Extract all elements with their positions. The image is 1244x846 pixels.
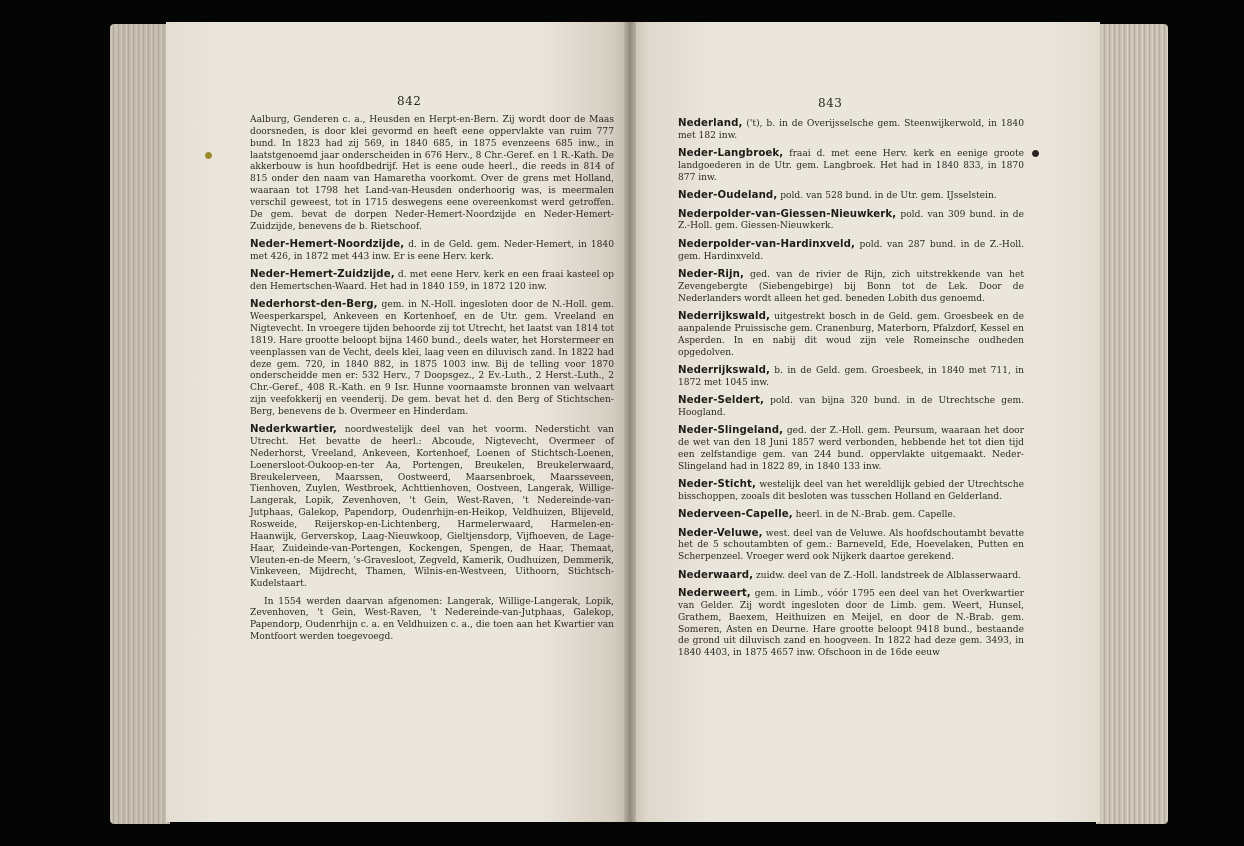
entry-text: d. in de Geld. gem. Neder-Hemert, in 1840 met 426, in 1872 met 443 inw. Er is eene Herv. kerk. (250, 239, 614, 262)
entry-text: fraai d. met eene Herv. kerk en eenige groote landgoederen in de Utr. gem. Langbroek. Het had in 1840 833, in 1870 877 inw. (678, 149, 1024, 183)
entry-headword: Neder-Hemert-Noordzijde, (250, 238, 405, 250)
entry-text: ('t), b. in de Overijsselsche gem. Steenwijkerwold, in 1840 met 182 inw. (678, 119, 1024, 141)
entry-paragraph (678, 509, 1024, 522)
entry-headword: Nederrijkswald, (678, 310, 770, 322)
entry-headword: Nederpolder-van-Hardinxveld, (678, 238, 855, 250)
entry-text: noordwestelijk deel van het voorm. Nedersticht van Utrecht. Het bevatte de heerl.: Abcoude, Nigtevecht, Overmeer of Nederhorst, Vreeland, Ankeveen, Kortenhoef, Loenen of Stichtsch-Loenen, Loenersloot-Oukoop-en-ter Aa, Portengen, Breukelen, Breukelerwaard, Breukelerveen, Maarssen, Oostweerd, Maarsenbroek, Maarsseveen, Tienhoven, Zuylen, Westbroek, Achttienhoven, Oostveen, Langerak, Willige-Langerak, Lopik, Zevenhoven, 't Gein, West-Raven, 't Nedereinde-van-Jutphaas, Galekop, Papendorp, Oudenrhijn-en-Heikop, Veldhuizen, Blijeveld, Rosweide, Reijerskop-en-Lichtenberg, Harmelerwaard, Harmelen-en-Haanwijk, Gerverskop, Laag-Nieuwkoop, Gieltjensdorp, Vijfhoeven, de Lage-Haar, Zuideinde-van-Portengen, Kockengen, Spengen, de Haar, Themaat, Vleuten-en-de Meern, 's-Gravesloot, Zegveld, Kamerik, Oudhuizen, Demmerik, Vinkeveen, Mijdrecht, Thamen, Wilnis-en-Westveen, Uithoorn, Stichtsch-Kudelstaart. (250, 425, 614, 590)
entry-text: westelijk deel van het wereldlijk gebied der Utrechtsche bisschoppen, zooals dit besloten was tusschen Holland en Gelderland. (678, 480, 1024, 502)
book-gutter (624, 22, 636, 822)
entry-headword: Nederwaard, (678, 569, 754, 581)
entry-text: d. met eene Herv. kerk en een fraai kasteel op den Hemertschen-Waard. Het had in 1840 159, in 1872 120 inw. (250, 270, 614, 292)
entry-headword: Nederland, (678, 118, 743, 129)
entry-text: ged. van de rivier de Rijn, zich uitstrekkende van het Zevengebergte (Siebengebirge) bij Bonn tot de Lek. Door de Nederlanders wordt alleen het ged. beneden Lobith dus genoemd. (678, 269, 1024, 304)
entry-paragraph (678, 425, 1024, 473)
right-margin-dot (1032, 150, 1039, 157)
entry-paragraph (678, 365, 1024, 390)
entry-text: west. deel van de Veluwe. Als hoofdschoutambt bevatte het de 5 schoutambten of gem.: Barneveld, Ede, Hoevelaken, Putten en Scherpenzeel. Vroeger werd ook Nijkerk daartoe gerekend. (678, 528, 1024, 563)
page-block-left-edge (110, 24, 170, 824)
entry-paragraph (678, 239, 1024, 264)
entry-headword: Nederrijkswald, (678, 364, 770, 376)
entry-paragraph (678, 269, 1024, 306)
entry-paragraph (678, 570, 1024, 583)
entry-paragraph (678, 209, 1024, 234)
entry-paragraph (678, 588, 1024, 660)
left-margin-dot (205, 152, 212, 159)
entry-headword: Neder-Rijn, (678, 268, 744, 280)
entry-paragraph (250, 115, 614, 233)
entry-paragraph (678, 479, 1024, 504)
entry-paragraph (250, 299, 614, 418)
entry-paragraph (678, 528, 1024, 565)
entry-text: zuidw. deel van de Z.-Holl. landstreek de Alblasserwaard. (753, 570, 1022, 581)
page-block-right-edge (1096, 24, 1168, 824)
entry-headword: Nederweert, (678, 588, 751, 599)
entry-paragraph (250, 239, 614, 264)
right-text-column (678, 118, 1024, 660)
entry-text: uitgestrekt bosch in de Geld. gem. Groesbeek en de aanpalende Pruissische gem. Cranenburg, Materborn, Pfalzdorf, Kessel en Asperden. In en nabij dit woud zijn vele Romeinsche oudheden opgedolven. (678, 311, 1024, 358)
entry-text: heerl. in de N.-Brab. gem. Capelle. (792, 510, 956, 521)
entry-text: pold. van 528 bund. in de Utr. gem. IJsselstein. (777, 191, 997, 202)
entry-headword: Neder-Sticht, (678, 479, 756, 491)
entry-text: pold. van 309 bund. in de Z.-Holl. gem. Giessen-Nieuwkerk. (678, 209, 1024, 232)
entry-paragraph (678, 311, 1024, 359)
entry-headword: Neder-Seldert, (678, 395, 764, 407)
entry-paragraph (250, 424, 614, 591)
entry-text: b. in de Geld. gem. Groesbeek, in 1840 met 711, in 1872 met 1045 inw. (678, 365, 1024, 388)
entry-text: pold. van 287 bund. in de Z.-Holl. gem. Hardinxveld. (678, 239, 1024, 262)
entry-headword: Nederpolder-van-Giessen-Nieuwkerk, (678, 208, 897, 220)
entry-headword: Nederkwartier, (250, 424, 337, 436)
entry-paragraph (678, 395, 1024, 420)
entry-headword: Neder-Slingeland, (678, 425, 784, 437)
left-page-number: 842 (397, 94, 422, 108)
entry-headword: Neder-Oudeland, (678, 190, 778, 202)
entry-headword: Nederveen-Capelle, (678, 509, 793, 521)
entry-paragraph (678, 190, 1024, 203)
entry-text: ged. der Z.-Holl. gem. Peursum, waaraan het door de wet van den 18 Juni 1857 werd verbonden, hebbende het tot dien tijd een zelfstandige gem. van 244 bund. oppervlakte uitgemaakt. Neder-Slingeland had in 1822 89, in 1840 133 inw. (678, 426, 1024, 472)
entry-headword: Neder-Hemert-Zuidzijde, (250, 269, 395, 281)
entry-headword: Neder-Veluwe, (678, 527, 763, 539)
entry-text: gem. in N.-Holl. ingesloten door de N.-Holl. gem. Weesperkarspel, Ankeveen en Kortenhoef, en de Utr. gem. Vreeland en Nigtevecht. In vroegere tijden behoorde zij tot Utrecht, het laatst van 1814 tot 1819. Hare grootte beloopt bijna 1460 bund., deels water, het Horstermeer en veenplassen van de Vecht, deels klei, laag veen en diluvisch zand. In 1822 had deze gem. 720, in 1840 882, in 1875 1003 inw. Bij de telling voor 1870 onderscheidde men er: 532 Herv., 7 Doopsgez., 2 Ev.-Luth., 2 Herst.-Luth., 2 Chr.-Geref., 408 R.-Kath. en 9 Isr. Hunne voornaamste bronnen van welvaart zijn veefokkerij en veenderij. De gem. bevat het d. den Berg of Stichtschen-Berg, benevens de b. Overmeer en Hinderdam. (250, 300, 614, 417)
entry-headword: Nederhorst-den-Berg, (250, 299, 378, 311)
entry-text: pold. van bijna 320 bund. in de Utrechtsche gem. Hoogland. (678, 396, 1024, 418)
entry-paragraph (250, 597, 614, 644)
right-page-number: 843 (818, 96, 843, 110)
entry-text: gem. in Limb., vóór 1795 een deel van het Overkwartier van Gelder. Zij wordt ingesloten door de Limb. gem. Weert, Hunsel, Grathem, Baexem, Heithuizen en Meijel, en door de N.-Brab. gem. Someren, Asten en Deurne. Hare grootte beloopt 9418 bund., bestaande de grond uit diluvisch zand en hoogveen. In 1822 had deze gem. 3493, in 1840 4403, in 1875 4657 inw. Ofschoon in de 16de eeuw (678, 589, 1024, 659)
entry-paragraph (250, 269, 614, 294)
entry-text: Aalburg, Genderen c. a., Heusden en Herpt-en-Bern. Zij wordt door de Maas doorsneden, is door klei gevormd en heeft eene oppervlakte van ruim 777 bund. In 1823 had zij 569, in 1840 685, in 1875 evenzeens 685 inw., in laatstgenoemd jaar onderscheiden in 676 Herv., 8 Chr.-Geref. en 1 R.-Kath. De akkerbouw is hun hoofdbedrijf. Het is eene oude heerl., die reeds in 814 of 815 onder den naam van Hamaretha voorkomt. Over de grens met Holland, waaraan tot 1798 het Land-van-Heusden onderhoorig was, is meermalen verschil geweest, tot in 1715 deswegens eene overeenkomst werd getroffen. De gem. bevat de dorpen Neder-Hemert-Noordzijde en Neder-Hemert-Zuidzijde, benevens de b. Rietschoof. (250, 115, 614, 232)
left-text-column (250, 115, 614, 644)
entry-paragraph (678, 118, 1024, 143)
entry-paragraph (678, 148, 1024, 185)
entry-headword: Neder-Langbroek, (678, 148, 784, 160)
entry-text: In 1554 werden daarvan afgenomen: Langerak, Willige-Langerak, Lopik, Zevenhoven, 't Gein, West-Raven, 't Nedereinde-van-Jutphaas, Galekop, Papendorp, Oudenrhijn c. a. en Veldhuizen c. a., die toen aan het Kwartier van Montfoort werden toegevoegd. (250, 596, 614, 643)
